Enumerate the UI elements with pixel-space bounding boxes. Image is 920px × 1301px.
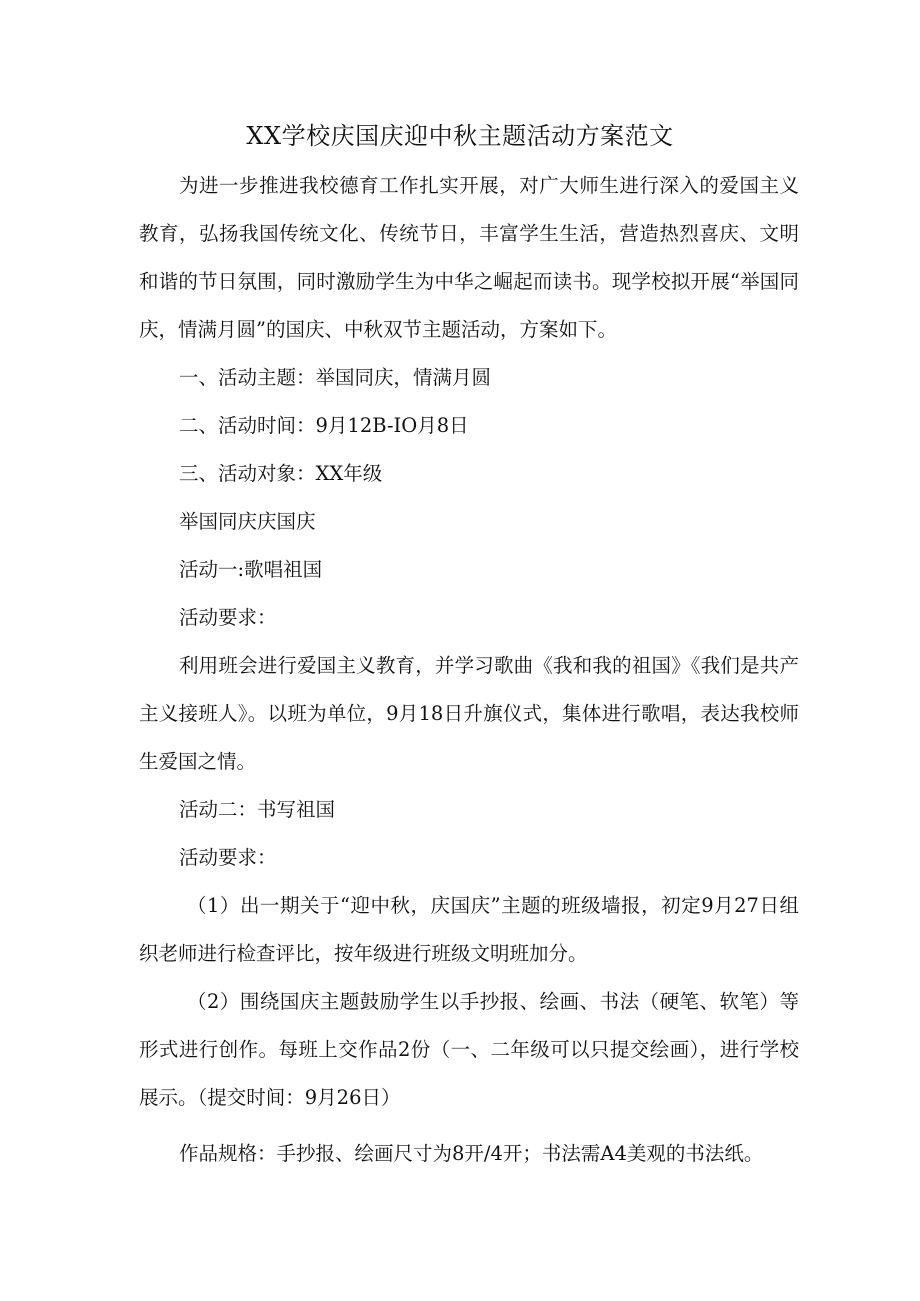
spec-line: 作品规格：手抄报、绘画尺寸为8开/4开；书法需A4美观的书法纸。	[179, 1142, 764, 1165]
activity2-requirement-label: 活动要求：	[179, 846, 277, 869]
activity1-body: 利用班会进行爱国主义教育，并学习歌曲《我和我的祖国》《我们是共产主义接班人》。以班为单位，9月18日升旗仪式，集体进行歌唱，表达我校师生爱国之情。	[139, 654, 799, 773]
activity2-heading: 活动二：书写祖国	[179, 798, 336, 821]
requirement-item-1: （1）出一期关于“迎中秋，庆国庆”主题的班级墙报，初定9月27日组织老师进行检查评比，按年级进行班级文明班加分。	[139, 894, 799, 965]
requirement-item-2: （2）围绕国庆主题鼓励学生以手抄报、绘画、书法（硬笔、软笔）等形式进行创作。每班上交作品2份（一、二年级可以只提交绘画），进行学校展示。（提交时间：9月26日）	[139, 990, 799, 1109]
activity1-requirement-label: 活动要求：	[179, 606, 277, 629]
theme-line: 一、活动主题：举国同庆，情满月圆	[179, 366, 492, 389]
document-title: XX学校庆国庆迎中秋主题活动方案范文	[246, 122, 674, 150]
activity1-heading: 活动一:歌唱祖国	[179, 558, 323, 581]
target-line: 三、活动对象：XX年级	[179, 462, 383, 485]
intro-paragraph: 为进一步推进我校德育工作扎实开展，对广大师生进行深入的爱国主义教育，弘扬我国传统文化、传统节日，丰富学生生活，营造热烈喜庆、文明和谐的节日氛围，同时激励学生为中华之崛起而读书。现学校拟开展“举国同庆，情满月圆”的国庆、中秋双节主题活动，方案如下。	[139, 174, 799, 341]
time-line: 二、活动时间：9月12B-IO月8日	[179, 414, 469, 437]
section-heading: 举国同庆庆国庆	[179, 510, 316, 533]
